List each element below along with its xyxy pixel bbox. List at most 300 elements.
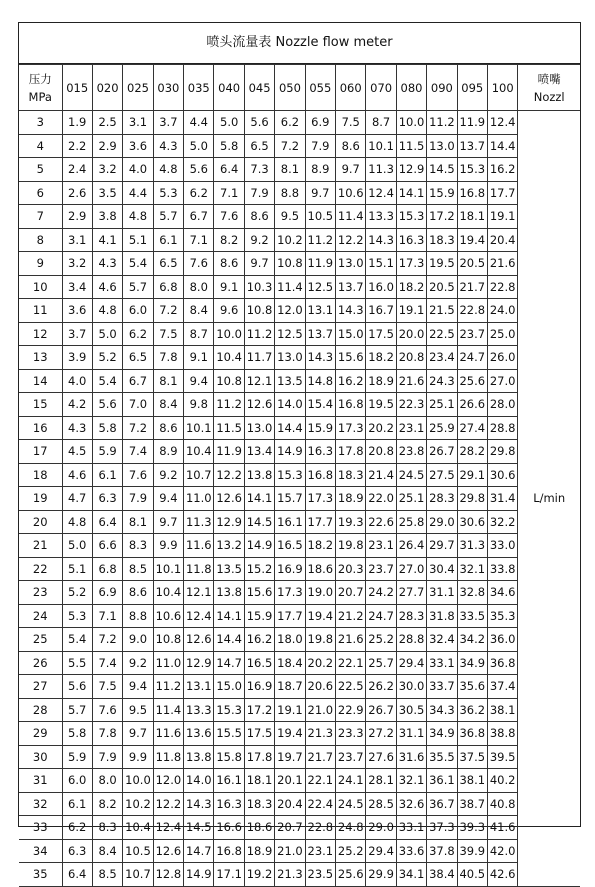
- flow-value-cell: 18.3: [336, 463, 366, 487]
- flow-value-cell: 6.5: [123, 346, 153, 370]
- flow-value-cell: 26.0: [487, 346, 517, 370]
- flow-value-cell: 18.0: [275, 628, 305, 652]
- flow-value-cell: 5.9: [92, 440, 122, 464]
- flow-value-cell: 16.8: [305, 463, 335, 487]
- table-row: [19, 158, 580, 182]
- flow-value-cell: 12.9: [396, 158, 426, 182]
- flow-value-cell: 7.8: [153, 346, 183, 370]
- table-row: [19, 463, 580, 487]
- flow-value-cell: 15.9: [244, 604, 274, 628]
- flow-value-cell: 22.3: [396, 393, 426, 417]
- flow-value-cell: 22.6: [366, 510, 396, 534]
- flow-value-cell: 8.0: [184, 275, 214, 299]
- flow-value-cell: 14.0: [275, 393, 305, 417]
- flow-value-cell: 11.0: [153, 651, 183, 675]
- flow-value-cell: 6.1: [153, 228, 183, 252]
- flow-value-cell: 16.5: [275, 534, 305, 558]
- flow-value-cell: 15.6: [336, 346, 366, 370]
- pressure-cell: 27: [19, 675, 62, 699]
- flow-value-cell: 11.3: [366, 158, 396, 182]
- flow-value-cell: 6.2: [184, 181, 214, 205]
- flow-value-cell: 13.7: [336, 275, 366, 299]
- flow-value-cell: 13.8: [184, 745, 214, 769]
- flow-value-cell: 36.7: [427, 792, 457, 816]
- flow-value-cell: 17.1: [214, 863, 244, 887]
- flow-value-cell: 5.8: [62, 722, 92, 746]
- flow-value-cell: 12.9: [184, 651, 214, 675]
- pressure-cell: 32: [19, 792, 62, 816]
- flow-value-cell: 8.8: [123, 604, 153, 628]
- pressure-cell: 20: [19, 510, 62, 534]
- nozzle-size-header: 095: [457, 65, 487, 111]
- flow-value-cell: 39.9: [457, 839, 487, 863]
- flow-value-cell: 20.7: [275, 816, 305, 840]
- flow-value-cell: 18.2: [305, 534, 335, 558]
- flow-value-cell: 8.3: [92, 816, 122, 840]
- flow-value-cell: 5.1: [62, 557, 92, 581]
- flow-value-cell: 15.3: [275, 463, 305, 487]
- flow-value-cell: 27.6: [366, 745, 396, 769]
- nozzle-size-header: 060: [336, 65, 366, 111]
- flow-value-cell: 23.4: [427, 346, 457, 370]
- pressure-cell: 21: [19, 534, 62, 558]
- flow-value-cell: 12.2: [336, 228, 366, 252]
- flow-value-cell: 18.7: [275, 675, 305, 699]
- flow-value-cell: 18.6: [244, 816, 274, 840]
- table-row: [19, 440, 580, 464]
- flow-value-cell: 14.3: [305, 346, 335, 370]
- flow-value-cell: 6.7: [123, 369, 153, 393]
- flow-value-cell: 10.8: [214, 369, 244, 393]
- flow-value-cell: 14.9: [244, 534, 274, 558]
- flow-value-cell: 38.8: [487, 722, 517, 746]
- flow-value-cell: 19.1: [396, 299, 426, 323]
- flow-value-cell: 14.4: [487, 134, 517, 158]
- flow-value-cell: 14.1: [396, 181, 426, 205]
- flow-value-cell: 10.2: [275, 228, 305, 252]
- flow-value-cell: 3.9: [62, 346, 92, 370]
- flow-value-cell: 12.6: [184, 628, 214, 652]
- flow-value-cell: 12.1: [244, 369, 274, 393]
- flow-value-cell: 4.8: [123, 205, 153, 229]
- flow-value-cell: 11.5: [214, 416, 244, 440]
- flow-value-cell: 9.7: [336, 158, 366, 182]
- flow-value-cell: 8.6: [336, 134, 366, 158]
- flow-value-cell: 12.6: [214, 487, 244, 511]
- nozzle-flow-table: [19, 64, 580, 887]
- flow-value-cell: 13.7: [305, 322, 335, 346]
- flow-value-cell: 8.4: [92, 839, 122, 863]
- flow-value-cell: 23.8: [396, 440, 426, 464]
- flow-value-cell: 13.4: [244, 440, 274, 464]
- flow-value-cell: 11.7: [244, 346, 274, 370]
- flow-value-cell: 22.1: [336, 651, 366, 675]
- flow-value-cell: 9.4: [123, 675, 153, 699]
- table-row: [19, 181, 580, 205]
- flow-value-cell: 8.2: [92, 792, 122, 816]
- flow-value-cell: 7.6: [92, 698, 122, 722]
- flow-value-cell: 4.1: [92, 228, 122, 252]
- flow-value-cell: 20.4: [487, 228, 517, 252]
- flow-value-cell: 32.6: [396, 792, 426, 816]
- pressure-cell: 29: [19, 722, 62, 746]
- flow-value-cell: 9.2: [153, 463, 183, 487]
- flow-value-cell: 4.7: [62, 487, 92, 511]
- flow-value-cell: 27.7: [396, 581, 426, 605]
- flow-value-cell: 9.7: [305, 181, 335, 205]
- flow-value-cell: 22.1: [305, 769, 335, 793]
- flow-value-cell: 2.9: [62, 205, 92, 229]
- flow-value-cell: 13.3: [366, 205, 396, 229]
- flow-value-cell: 14.8: [305, 369, 335, 393]
- flow-value-cell: 9.9: [153, 534, 183, 558]
- pressure-cell: 12: [19, 322, 62, 346]
- flow-value-cell: 12.4: [184, 604, 214, 628]
- flow-value-cell: 25.8: [396, 510, 426, 534]
- flow-value-cell: 9.1: [214, 275, 244, 299]
- flow-value-cell: 11.9: [214, 440, 244, 464]
- flow-value-cell: 6.4: [214, 158, 244, 182]
- flow-value-cell: 6.1: [62, 792, 92, 816]
- flow-value-cell: 20.5: [457, 252, 487, 276]
- nozzle-size-header: 025: [123, 65, 153, 111]
- flow-value-cell: 6.5: [244, 134, 274, 158]
- flow-value-cell: 23.7: [457, 322, 487, 346]
- flow-value-cell: 18.9: [244, 839, 274, 863]
- flow-value-cell: 13.1: [184, 675, 214, 699]
- flow-value-cell: 27.4: [457, 416, 487, 440]
- flow-value-cell: 11.0: [184, 487, 214, 511]
- flow-value-cell: 12.1: [184, 581, 214, 605]
- flow-value-cell: 21.5: [427, 299, 457, 323]
- flow-value-cell: 17.2: [244, 698, 274, 722]
- flow-value-cell: 14.9: [275, 440, 305, 464]
- flow-value-cell: 20.3: [336, 557, 366, 581]
- flow-value-cell: 36.1: [427, 769, 457, 793]
- flow-value-cell: 26.2: [366, 675, 396, 699]
- flow-value-cell: 8.6: [214, 252, 244, 276]
- flow-value-cell: 3.6: [123, 134, 153, 158]
- flow-value-cell: 37.3: [427, 816, 457, 840]
- flow-value-cell: 10.0: [396, 111, 426, 135]
- flow-value-cell: 10.0: [214, 322, 244, 346]
- flow-value-cell: 20.7: [336, 581, 366, 605]
- flow-value-cell: 17.8: [336, 440, 366, 464]
- flow-value-cell: 4.0: [123, 158, 153, 182]
- flow-value-cell: 33.0: [487, 534, 517, 558]
- flow-value-cell: 6.2: [275, 111, 305, 135]
- flow-value-cell: 29.8: [487, 440, 517, 464]
- flow-value-cell: 32.2: [487, 510, 517, 534]
- flow-value-cell: 5.9: [62, 745, 92, 769]
- flow-value-cell: 14.3: [184, 792, 214, 816]
- pressure-cell: 4: [19, 134, 62, 158]
- flow-value-cell: 28.5: [366, 792, 396, 816]
- nozzle-size-header: 030: [153, 65, 183, 111]
- flow-value-cell: 8.4: [153, 393, 183, 417]
- flow-value-cell: 15.9: [427, 181, 457, 205]
- flow-value-cell: 20.4: [275, 792, 305, 816]
- pressure-cell: 23: [19, 581, 62, 605]
- flow-value-cell: 4.8: [62, 510, 92, 534]
- flow-value-cell: 35.3: [487, 604, 517, 628]
- pressure-cell: 33: [19, 816, 62, 840]
- flow-value-cell: 5.4: [92, 369, 122, 393]
- flow-value-cell: 8.9: [153, 440, 183, 464]
- flow-value-cell: 9.0: [123, 628, 153, 652]
- flow-value-cell: 16.8: [214, 839, 244, 863]
- nozzle-size-header: 070: [366, 65, 396, 111]
- flow-value-cell: 11.8: [184, 557, 214, 581]
- flow-value-cell: 20.1: [275, 769, 305, 793]
- flow-value-cell: 12.5: [305, 275, 335, 299]
- flow-value-cell: 18.1: [244, 769, 274, 793]
- flow-value-cell: 22.8: [487, 275, 517, 299]
- flow-value-cell: 19.4: [275, 722, 305, 746]
- flow-value-cell: 27.2: [366, 722, 396, 746]
- table-row: [19, 275, 580, 299]
- flow-value-cell: 5.7: [123, 275, 153, 299]
- flow-value-cell: 16.2: [244, 628, 274, 652]
- flow-value-cell: 8.8: [275, 181, 305, 205]
- flow-value-cell: 32.1: [396, 769, 426, 793]
- table-row: [19, 205, 580, 229]
- flow-value-cell: 6.2: [62, 816, 92, 840]
- flow-value-cell: 28.8: [487, 416, 517, 440]
- table-row: [19, 628, 580, 652]
- flow-value-cell: 11.9: [305, 252, 335, 276]
- flow-value-cell: 7.2: [92, 628, 122, 652]
- flow-value-cell: 19.8: [336, 534, 366, 558]
- flow-value-cell: 26.4: [396, 534, 426, 558]
- flow-value-cell: 25.7: [366, 651, 396, 675]
- table-row: [19, 322, 580, 346]
- flow-value-cell: 5.6: [244, 111, 274, 135]
- flow-value-cell: 22.0: [366, 487, 396, 511]
- flow-value-cell: 8.1: [153, 369, 183, 393]
- flow-value-cell: 10.3: [244, 275, 274, 299]
- flow-value-cell: 5.6: [184, 158, 214, 182]
- table-row: [19, 134, 580, 158]
- flow-value-cell: 7.2: [275, 134, 305, 158]
- flow-value-cell: 5.3: [153, 181, 183, 205]
- flow-value-cell: 15.3: [457, 158, 487, 182]
- flow-value-cell: 34.9: [427, 722, 457, 746]
- flow-value-cell: 3.1: [123, 111, 153, 135]
- flow-value-cell: 16.3: [396, 228, 426, 252]
- flow-value-cell: 23.7: [366, 557, 396, 581]
- flow-value-cell: 40.8: [487, 792, 517, 816]
- flow-value-cell: 6.4: [92, 510, 122, 534]
- flow-value-cell: 7.0: [123, 393, 153, 417]
- flow-value-cell: 25.9: [427, 416, 457, 440]
- flow-value-cell: 6.9: [305, 111, 335, 135]
- flow-value-cell: 31.3: [457, 534, 487, 558]
- flow-value-cell: 21.3: [305, 722, 335, 746]
- flow-value-cell: 22.5: [336, 675, 366, 699]
- flow-value-cell: 11.8: [153, 745, 183, 769]
- flow-value-cell: 28.3: [396, 604, 426, 628]
- flow-value-cell: 33.1: [396, 816, 426, 840]
- flow-value-cell: 13.8: [244, 463, 274, 487]
- flow-value-cell: 19.0: [305, 581, 335, 605]
- flow-value-cell: 30.6: [487, 463, 517, 487]
- pressure-cell: 24: [19, 604, 62, 628]
- flow-value-cell: 4.8: [153, 158, 183, 182]
- flow-value-cell: 42.6: [487, 863, 517, 887]
- flow-value-cell: 15.7: [275, 487, 305, 511]
- nozzle-size-header: 080: [396, 65, 426, 111]
- flow-value-cell: 15.5: [214, 722, 244, 746]
- flow-value-cell: 7.1: [214, 181, 244, 205]
- flow-value-cell: 3.8: [92, 205, 122, 229]
- flow-value-cell: 13.6: [184, 722, 214, 746]
- flow-value-cell: 17.5: [366, 322, 396, 346]
- flow-value-cell: 14.7: [214, 651, 244, 675]
- flow-value-cell: 8.4: [184, 299, 214, 323]
- flow-value-cell: 9.7: [123, 722, 153, 746]
- flow-value-cell: 36.2: [457, 698, 487, 722]
- flow-value-cell: 10.6: [336, 181, 366, 205]
- flow-value-cell: 8.2: [214, 228, 244, 252]
- flow-value-cell: 30.5: [396, 698, 426, 722]
- table-row: [19, 863, 580, 887]
- pressure-cell: 6: [19, 181, 62, 205]
- flow-value-cell: 21.7: [457, 275, 487, 299]
- flow-value-cell: 36.8: [457, 722, 487, 746]
- flow-value-cell: 12.2: [214, 463, 244, 487]
- flow-value-cell: 5.0: [92, 322, 122, 346]
- flow-value-cell: 15.0: [336, 322, 366, 346]
- flow-value-cell: 18.6: [305, 557, 335, 581]
- flow-value-cell: 31.1: [427, 581, 457, 605]
- pressure-cell: 9: [19, 252, 62, 276]
- flow-value-cell: 22.9: [336, 698, 366, 722]
- flow-value-cell: 3.7: [153, 111, 183, 135]
- flow-value-cell: 14.9: [184, 863, 214, 887]
- flow-value-cell: 19.1: [275, 698, 305, 722]
- flow-value-cell: 6.3: [92, 487, 122, 511]
- flow-value-cell: 23.1: [305, 839, 335, 863]
- flow-value-cell: 19.5: [366, 393, 396, 417]
- flow-value-cell: 20.8: [396, 346, 426, 370]
- flow-value-cell: 37.8: [427, 839, 457, 863]
- flow-value-cell: 8.3: [123, 534, 153, 558]
- flow-value-cell: 17.8: [244, 745, 274, 769]
- table-row: [19, 510, 580, 534]
- flow-value-cell: 25.1: [396, 487, 426, 511]
- flow-value-cell: 11.2: [244, 322, 274, 346]
- flow-value-cell: 10.2: [123, 792, 153, 816]
- flow-value-cell: 5.0: [184, 134, 214, 158]
- nozzle-size-header: 055: [305, 65, 335, 111]
- flow-value-cell: 17.7: [275, 604, 305, 628]
- flow-value-cell: 3.4: [62, 275, 92, 299]
- flow-value-cell: 4.3: [153, 134, 183, 158]
- table-row: [19, 487, 580, 511]
- flow-value-cell: 12.6: [244, 393, 274, 417]
- pressure-cell: 16: [19, 416, 62, 440]
- flow-value-cell: 6.1: [92, 463, 122, 487]
- flow-value-cell: 3.2: [62, 252, 92, 276]
- flow-value-cell: 24.3: [427, 369, 457, 393]
- flow-value-cell: 11.2: [153, 675, 183, 699]
- flow-value-cell: 13.5: [275, 369, 305, 393]
- flow-value-cell: 9.4: [184, 369, 214, 393]
- flow-value-cell: 24.8: [336, 816, 366, 840]
- pressure-unit: MPa: [28, 89, 52, 104]
- table-row: [19, 675, 580, 699]
- flow-value-cell: 3.7: [62, 322, 92, 346]
- flow-value-cell: 2.4: [62, 158, 92, 182]
- flow-value-cell: 19.5: [427, 252, 457, 276]
- pressure-cell: 13: [19, 346, 62, 370]
- flow-value-cell: 31.4: [487, 487, 517, 511]
- flow-value-cell: 4.3: [62, 416, 92, 440]
- flow-value-cell: 24.0: [487, 299, 517, 323]
- flow-value-cell: 7.9: [123, 487, 153, 511]
- flow-value-cell: 33.6: [396, 839, 426, 863]
- flow-value-cell: 10.1: [366, 134, 396, 158]
- flow-value-cell: 21.2: [336, 604, 366, 628]
- flow-value-cell: 20.8: [366, 440, 396, 464]
- flow-value-cell: 21.7: [305, 745, 335, 769]
- flow-value-cell: 5.0: [62, 534, 92, 558]
- flow-value-cell: 2.5: [92, 111, 122, 135]
- table-row: [19, 252, 580, 276]
- flow-value-cell: 34.2: [457, 628, 487, 652]
- flow-value-cell: 22.8: [305, 816, 335, 840]
- flow-value-cell: 11.6: [153, 722, 183, 746]
- flow-value-cell: 3.1: [62, 228, 92, 252]
- flow-value-cell: 11.3: [184, 510, 214, 534]
- pressure-cell: 7: [19, 205, 62, 229]
- flow-value-cell: 17.3: [275, 581, 305, 605]
- flow-value-cell: 18.2: [366, 346, 396, 370]
- pressure-cell: 3: [19, 111, 62, 135]
- table-row: [19, 557, 580, 581]
- flow-value-cell: 4.0: [62, 369, 92, 393]
- flow-value-cell: 31.6: [396, 745, 426, 769]
- flow-value-cell: 29.0: [366, 816, 396, 840]
- flow-value-cell: 11.4: [336, 205, 366, 229]
- table-row: [19, 369, 580, 393]
- flow-value-cell: 5.7: [62, 698, 92, 722]
- flow-value-cell: 5.6: [92, 393, 122, 417]
- flow-value-cell: 6.0: [62, 769, 92, 793]
- flow-value-cell: 4.4: [123, 181, 153, 205]
- flow-value-cell: 20.2: [305, 651, 335, 675]
- flow-value-cell: 27.0: [487, 369, 517, 393]
- flow-value-cell: 25.1: [427, 393, 457, 417]
- flow-value-cell: 7.9: [305, 134, 335, 158]
- flow-value-cell: 27.0: [396, 557, 426, 581]
- flow-value-cell: 21.6: [336, 628, 366, 652]
- flow-value-cell: 8.0: [92, 769, 122, 793]
- flow-value-cell: 12.0: [275, 299, 305, 323]
- flow-value-cell: 18.2: [396, 275, 426, 299]
- flow-value-cell: 29.9: [366, 863, 396, 887]
- flow-value-cell: 23.3: [336, 722, 366, 746]
- flow-value-cell: 10.5: [123, 839, 153, 863]
- flow-value-cell: 34.6: [487, 581, 517, 605]
- flow-value-cell: 3.5: [92, 181, 122, 205]
- flow-value-cell: 10.4: [214, 346, 244, 370]
- flow-value-cell: 15.1: [366, 252, 396, 276]
- flow-value-cell: 28.1: [366, 769, 396, 793]
- flow-value-cell: 7.4: [123, 440, 153, 464]
- flow-value-cell: 31.1: [396, 722, 426, 746]
